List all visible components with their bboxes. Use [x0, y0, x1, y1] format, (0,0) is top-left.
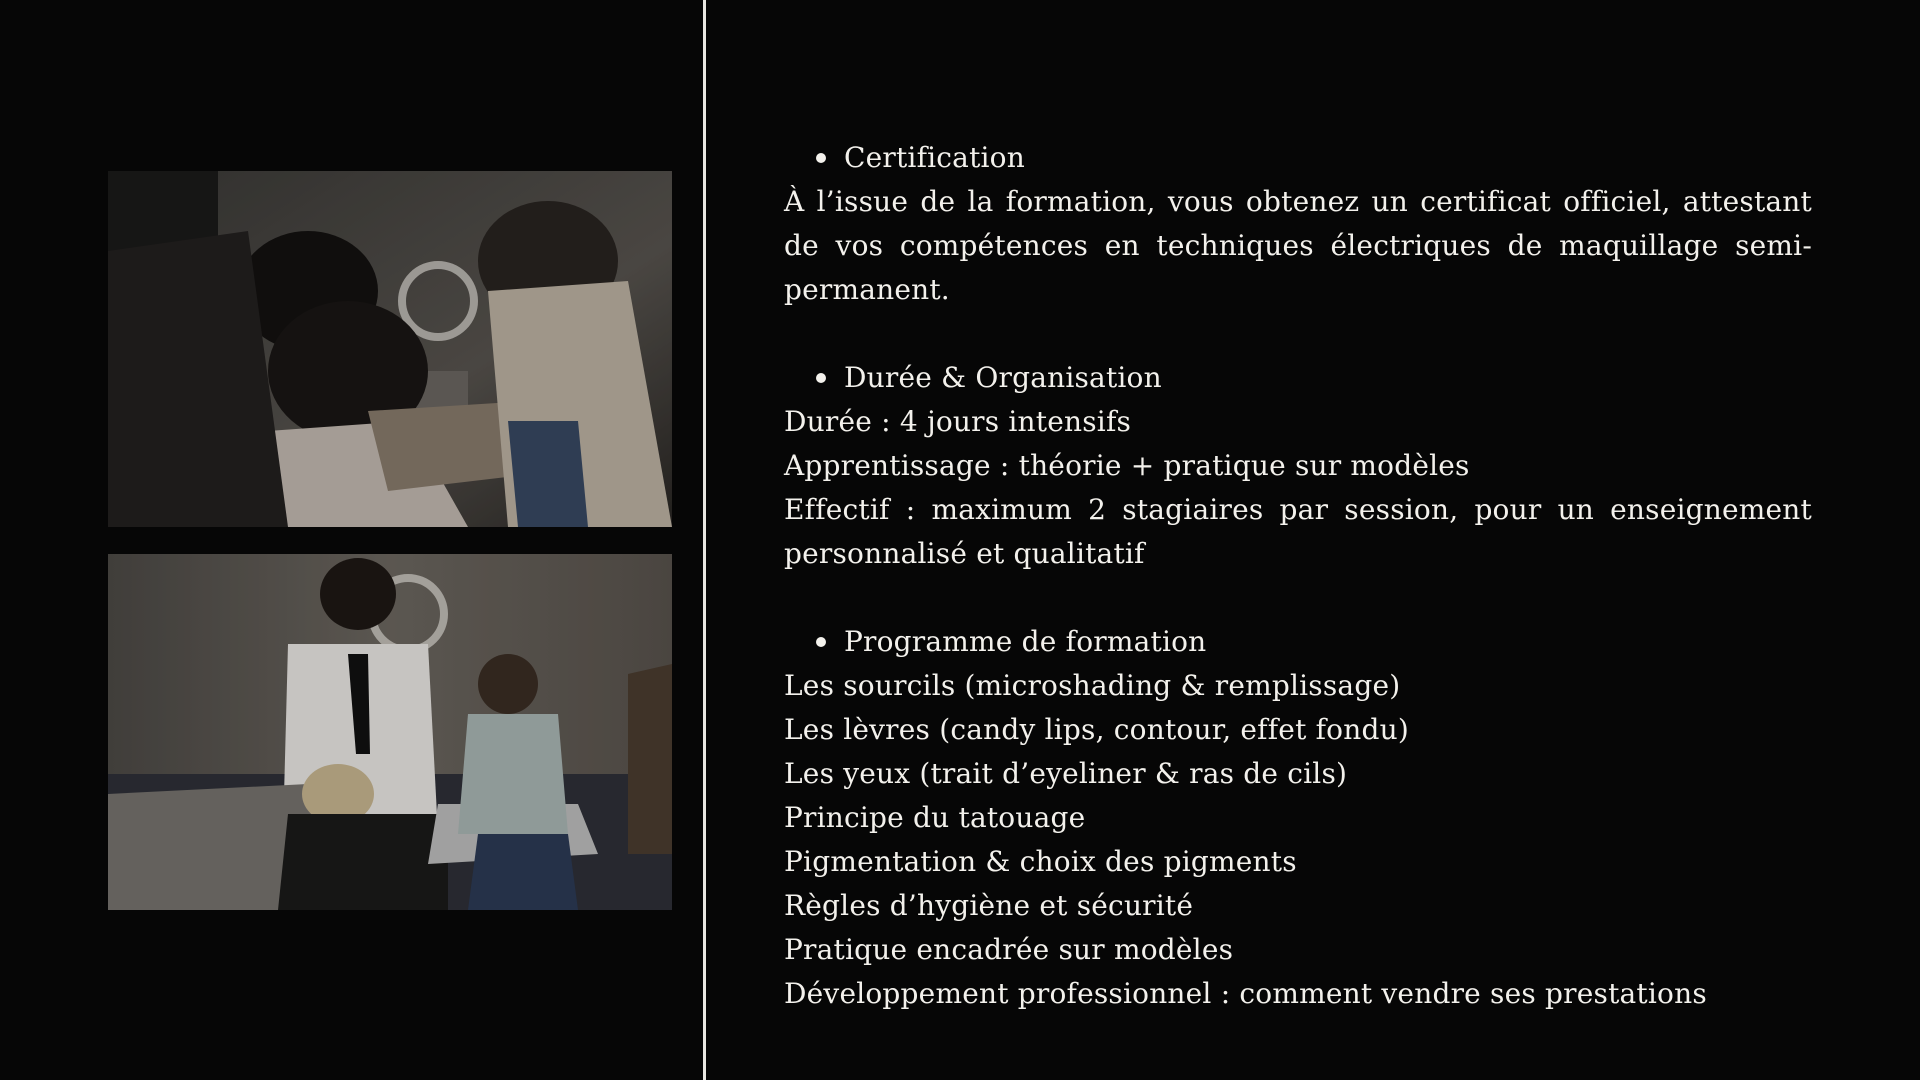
text-line: Effectif : maximum 2 stagiaires par session, pour un enseignement personnalisé et qualitatif — [784, 493, 1812, 570]
bullet-dot-icon — [816, 637, 826, 647]
text-line: Règles d’hygiène et sécurité — [784, 889, 1194, 922]
bullet-heading — [784, 620, 1812, 664]
section-certification — [784, 136, 1812, 312]
section-duree-organisation — [784, 356, 1812, 576]
text-line: Pratique encadrée sur modèles — [784, 933, 1234, 966]
section-heading: Durée & Organisation — [844, 361, 1162, 394]
bullet-dot-icon — [816, 373, 826, 383]
section-programme — [784, 620, 1812, 1016]
text-line: Les sourcils (microshading & remplissage) — [784, 669, 1401, 702]
bullet-heading — [784, 136, 1812, 180]
section-heading: Programme de formation — [844, 625, 1207, 658]
bullet-dot-icon — [816, 153, 826, 163]
text-line: Durée : 4 jours intensifs — [784, 405, 1132, 438]
training-photo-2 — [108, 554, 672, 910]
vertical-divider — [703, 0, 706, 1080]
section-paragraph: À l’issue de la formation, vous obtenez un certificat officiel, attestant de vos compétences en techniques électriques de maquillage semi-permanent. — [784, 185, 1812, 306]
text-line: Principe du tatouage — [784, 801, 1086, 834]
training-photo-1 — [108, 171, 672, 527]
text-line: Pigmentation & choix des pigments — [784, 845, 1297, 878]
text-line: Apprentissage : théorie + pratique sur modèles — [784, 449, 1470, 482]
text-line: Développement professionnel : comment vendre ses prestations — [784, 977, 1707, 1010]
bullet-heading — [784, 356, 1812, 400]
text-line: Les yeux (trait d’eyeliner & ras de cils) — [784, 757, 1348, 790]
text-line: Les lèvres (candy lips, contour, effet fondu) — [784, 713, 1409, 746]
section-heading: Certification — [844, 141, 1025, 174]
text-content — [784, 136, 1812, 1016]
